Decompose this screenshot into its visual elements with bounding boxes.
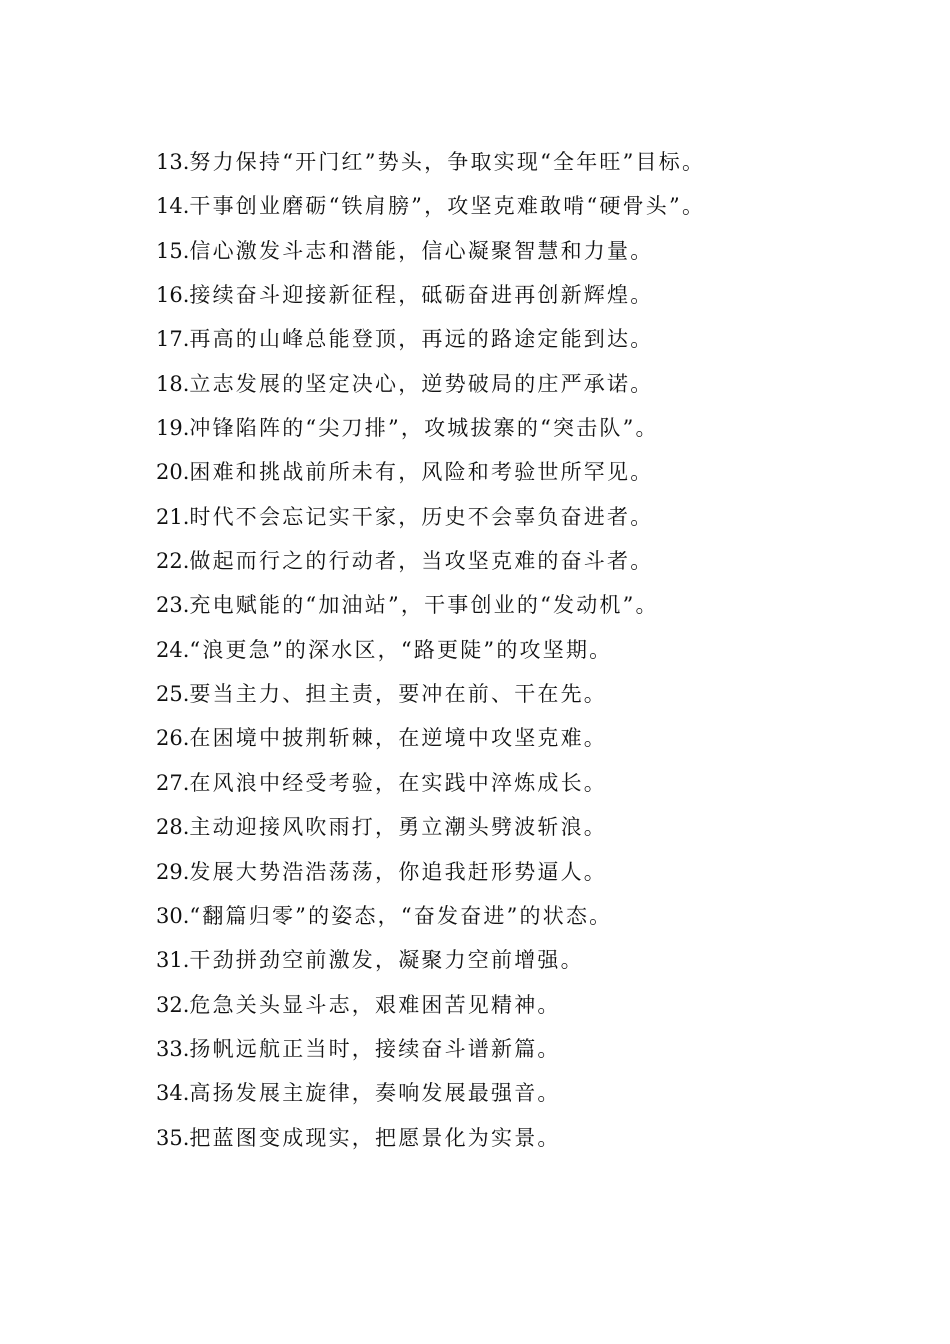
list-item [156,628,856,672]
list-item [156,983,856,1027]
item-text: 发展大势浩浩荡荡，你追我赶形势逼人。 [189,859,608,884]
list-item [156,805,856,849]
list-item [156,1116,856,1160]
item-number: 32. [156,992,190,1017]
item-text: “浪更急”的深水区，“路更陡”的攻坚期。 [189,637,613,662]
item-text: 在风浪中经受考验，在实践中淬炼成长。 [189,770,608,795]
item-number: 26. [156,726,190,751]
list-item [156,894,856,938]
item-text: 做起而行之的行动者，当攻坚克难的奋斗者。 [189,549,654,574]
item-text: 高扬发展主旋律，奏响发展最强音。 [189,1081,561,1106]
item-number: 17. [156,327,190,352]
item-number: 23. [156,593,190,618]
item-text: 扬帆远航正当时，接续奋斗谱新篇。 [189,1036,561,1061]
list-item [156,716,856,760]
list-item [156,273,856,317]
item-number: 28. [156,815,190,840]
list-item [156,317,856,361]
item-number: 33. [156,1036,190,1061]
item-number: 24. [156,637,190,662]
item-number: 13. [156,150,190,174]
list-item [156,539,856,583]
item-text: 冲锋陷阵的“尖刀排”，攻城拔寨的“突击队”。 [189,416,659,441]
list-item [156,761,856,805]
item-text: 努力保持“开门红”势头，争取实现“全年旺”目标。 [189,150,706,174]
item-text: 主动迎接风吹雨打，勇立潮头劈波斩浪。 [189,815,608,840]
item-number: 16. [156,283,190,308]
item-number: 30. [156,903,190,928]
item-text: 干劲拼劲空前激发，凝聚力空前增强。 [189,948,584,973]
list-item [156,1071,856,1115]
item-number: 35. [156,1125,190,1150]
list-item [156,450,856,494]
item-text: 立志发展的坚定决心，逆势破局的庄严承诺。 [189,371,654,396]
list-item [156,229,856,273]
list-item [156,140,856,184]
list-item [156,406,856,450]
numbered-list [156,140,856,1160]
item-number: 21. [156,504,190,529]
list-item [156,184,856,228]
item-number: 15. [156,238,190,263]
list-item [156,850,856,894]
item-number: 25. [156,682,190,707]
item-text: 要当主力、担主责，要冲在前、干在先。 [189,682,608,707]
item-number: 19. [156,416,190,441]
item-text: 把蓝图变成现实，把愿景化为实景。 [189,1125,561,1150]
item-number: 18. [156,371,190,396]
item-text: 再高的山峰总能登顶，再远的路途定能到达。 [189,327,654,352]
list-item [156,938,856,982]
list-item [156,495,856,539]
item-text: “翻篇归零”的姿态，“奋发奋进”的状态。 [189,903,613,928]
item-text: 在困境中披荆斩棘，在逆境中攻坚克难。 [189,726,608,751]
list-item [156,1027,856,1071]
item-text: 接续奋斗迎接新征程，砥砺奋进再创新辉煌。 [189,283,654,308]
item-number: 20. [156,460,190,485]
item-number: 27. [156,770,190,795]
item-text: 危急关头显斗志，艰难困苦见精神。 [189,992,561,1017]
item-number: 22. [156,549,190,574]
list-item [156,583,856,627]
item-text: 时代不会忘记实干家，历史不会辜负奋进者。 [189,504,654,529]
item-text: 困难和挑战前所未有，风险和考验世所罕见。 [189,460,654,485]
item-text: 干事创业磨砺“铁肩膀”，攻坚克难敢啃“硬骨头”。 [189,194,706,219]
item-number: 14. [156,194,190,219]
list-item [156,672,856,716]
item-text: 充电赋能的“加油站”，干事创业的“发动机”。 [189,593,659,618]
item-number: 31. [156,948,190,973]
list-item [156,362,856,406]
item-number: 34. [156,1081,190,1106]
item-number: 29. [156,859,190,884]
item-text: 信心激发斗志和潜能，信心凝聚智慧和力量。 [189,238,654,263]
